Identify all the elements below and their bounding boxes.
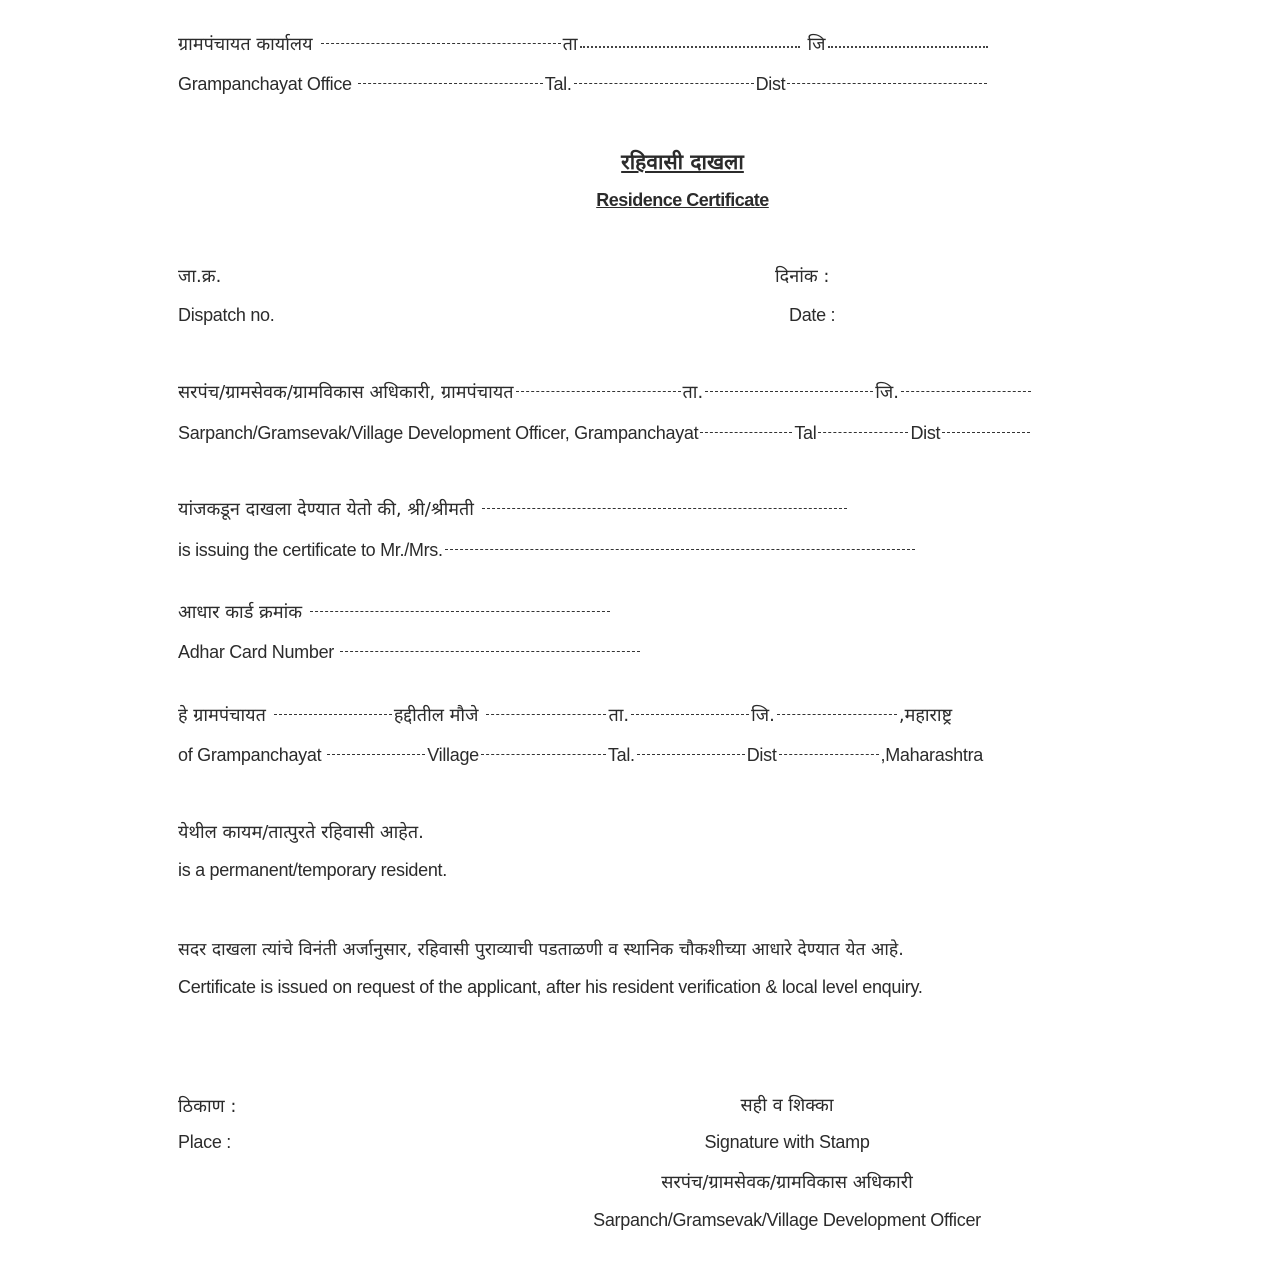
recipient-name-field-mr[interactable] [482,508,847,509]
location-tal-label-en: Tal. [607,745,635,765]
location-dist-label-mr: जि. [751,705,775,726]
location-line-mr [178,704,952,728]
location-dist-label-en: Dist [746,745,777,765]
dispatch-label-mr: जा.क्र. [178,266,222,287]
header-office-line-en [178,72,989,96]
issuer-tal-label-en: Tal [794,423,817,443]
aadhar-field-en[interactable] [340,651,640,652]
signature-label-en: Signature with Stamp [704,1132,870,1152]
dist-label-en: Dist [755,74,786,94]
office-label-mr: ग्रामपंचायत कार्यालय [178,34,313,55]
issuer-dist-label-en: Dist [910,423,941,443]
recipient-label-en: is issuing the certificate to Mr./Mrs. [178,540,443,560]
recipient-line-en [178,538,917,562]
statement-text-en: Certificate is issued on request of the applicant, after his resident verification & local level enquiry. [178,977,923,997]
date-label-mr: दिनांक : [775,266,830,287]
header-office-line-mr [178,33,990,57]
location-village-field-en[interactable] [481,754,606,755]
location-village-field-mr[interactable] [486,714,606,715]
officer-title-mr: सरपंच/ग्रामसेवक/ग्रामविकास अधिकारी [661,1172,913,1193]
location-dist-field-en[interactable] [779,754,879,755]
location-dist-field-mr[interactable] [777,714,897,715]
location-prefix-en: of Grampanchayat [178,745,322,765]
location-grampanchayat-field-mr[interactable] [274,714,392,715]
issuer-line-en [178,421,1032,445]
issuer-line-mr [178,381,1033,405]
issuer-grampanchayat-field-mr[interactable] [516,391,681,392]
tal-field-mr[interactable] [580,46,800,48]
tal-label-en: Tal. [544,74,572,94]
document-title-mr: रहिवासी दाखला [621,150,744,174]
aadhar-label-mr: आधार कार्ड क्रमांक [178,602,303,623]
issuer-tal-label-mr: ता. [682,382,704,403]
issuer-grampanchayat-field-en[interactable] [700,432,792,433]
location-village-label-mr: हद्दीतील मौजे [393,705,479,726]
aadhar-field-mr[interactable] [310,611,610,612]
issuer-dist-field-en[interactable] [942,432,1030,433]
office-label-en: Grampanchayat Office [178,74,352,94]
tal-label-mr: ता [562,34,578,55]
location-state-en: ,Maharashtra [880,745,983,765]
tal-field-en[interactable] [574,83,754,84]
place-label-en: Place : [178,1132,231,1152]
dist-field-en[interactable] [787,83,987,84]
residency-text-en: is a permanent/temporary resident. [178,860,447,880]
office-name-field-mr[interactable] [321,43,561,44]
statement-text-mr: सदर दाखला त्यांचे विनंती अर्जानुसार, रहिवासी पुराव्याची पडताळणी व स्थानिक चौकशीच्या आधारे देण्यात येत आहे. [178,940,904,960]
signature-label-mr: सही व शिक्का [740,1095,834,1116]
location-line-en [178,743,983,767]
dist-field-mr[interactable] [828,46,988,48]
residency-text-mr: येथील कायम/तात्पुरते रहिवासी आहेत. [178,822,424,843]
location-tal-field-en[interactable] [637,754,745,755]
location-grampanchayat-field-en[interactable] [327,754,425,755]
aadhar-line-en [178,640,642,664]
location-village-label-en: Village [427,745,479,765]
aadhar-line-mr [178,601,612,625]
recipient-label-mr: यांजकडून दाखला देण्यात येतो की, श्री/श्रीमती [178,499,474,520]
issuer-prefix-mr: सरपंच/ग्रामसेवक/ग्रामविकास अधिकारी, ग्रामपंचायत [178,382,514,403]
issuer-tal-field-en[interactable] [818,432,908,433]
dist-label-mr: जि [807,34,826,55]
issuer-tal-field-mr[interactable] [705,391,873,392]
document-title-en: Residence Certificate [596,190,769,210]
location-state-mr: ,महाराष्ट्र [898,705,953,726]
place-label-mr: ठिकाण : [178,1096,237,1117]
aadhar-label-en: Adhar Card Number [178,642,334,662]
issuer-dist-label-mr: जि. [875,382,899,403]
issuer-dist-field-mr[interactable] [901,391,1031,392]
dispatch-label-en: Dispatch no. [178,305,275,325]
recipient-name-field-en[interactable] [445,549,915,550]
date-label-en: Date : [789,305,836,325]
office-name-field-en[interactable] [358,83,543,84]
recipient-line-mr [178,498,849,522]
location-tal-label-mr: ता. [608,705,630,726]
issuer-prefix-en: Sarpanch/Gramsevak/Village Development Officer, Grampanchayat [178,423,699,443]
location-tal-field-mr[interactable] [631,714,749,715]
location-prefix-mr: हे ग्रामपंचायत [178,705,266,726]
officer-title-en: Sarpanch/Gramsevak/Village Development Officer [593,1210,981,1230]
